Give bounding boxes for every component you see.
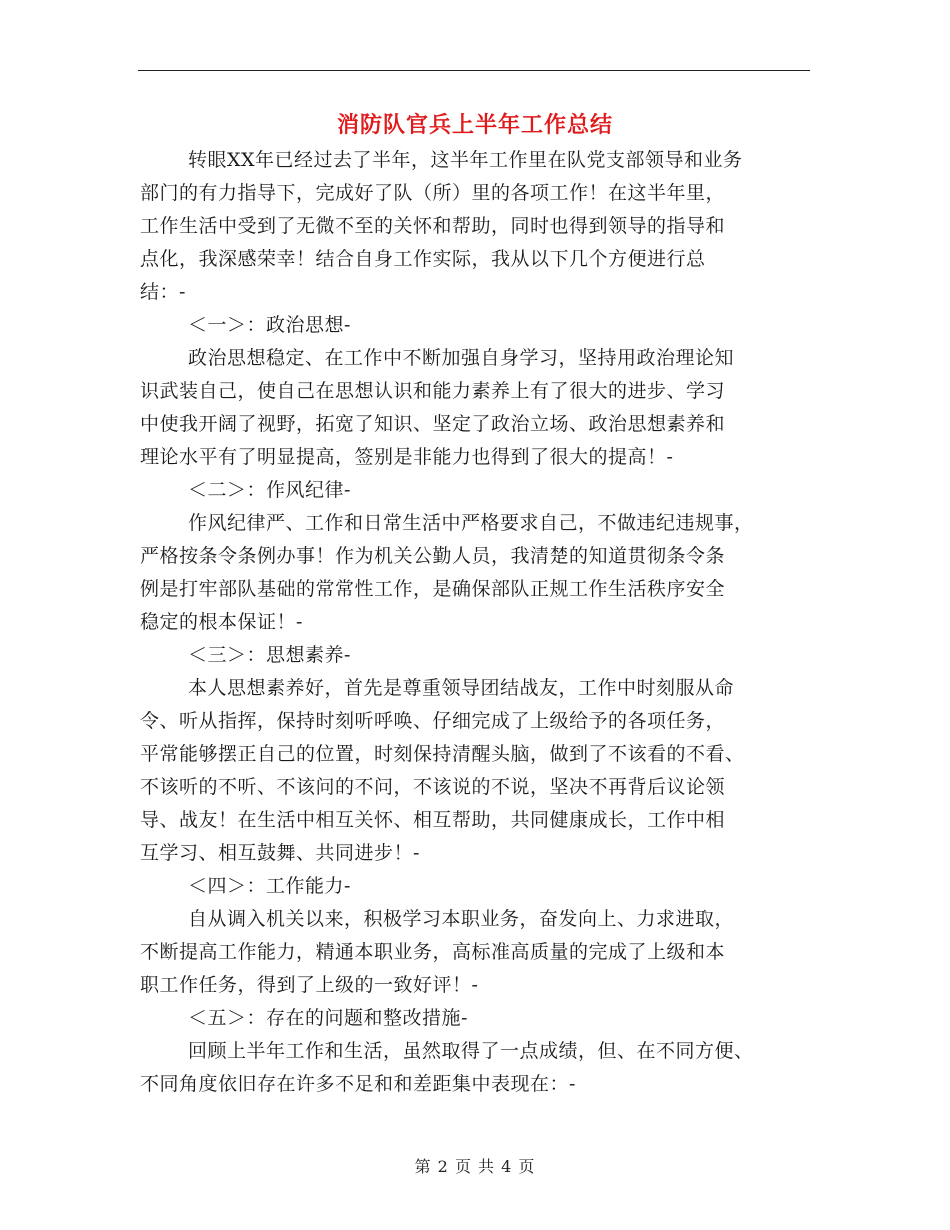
paragraph-line: 回顾上半年工作和生活，虽然取得了一点成绩，但、在不同方便、 <box>188 1040 754 1062</box>
section-heading: ＜四＞：工作能力- <box>188 875 351 897</box>
paragraph-line: 识武装自己，使自己在思想认识和能力素养上有了很大的进步、学习 <box>140 380 726 402</box>
paragraph-line: 政治思想稳定、在工作中不断加强自身学习，坚持用政治理论知 <box>188 347 735 369</box>
paragraph-line: 理论水平有了明显提高，签别是非能力也得到了很大的提高！- <box>140 446 674 468</box>
paragraph-line: 自从调入机关以来，积极学习本职业务，奋发向上、力求进取， <box>188 908 735 930</box>
section-heading: ＜一＞：政治思想- <box>188 314 351 336</box>
paragraph-line: 点化，我深感荣幸！结合自身工作实际，我从以下几个方便进行总 <box>140 248 706 270</box>
paragraph-line: 导、战友！在生活中相互关怀、相互帮助，共同健康成长，工作中相 <box>140 809 726 831</box>
paragraph-line: 稳定的根本保证！- <box>140 611 303 633</box>
paragraph-line: 部门的有力指导下，完成好了队（所）里的各项工作！在这半年里， <box>140 182 726 204</box>
document-body <box>140 144 800 1101</box>
paragraph-line: 职工作任务，得到了上级的一致好评！- <box>140 974 479 996</box>
section-heading: ＜二＞：作风纪律- <box>188 479 351 501</box>
paragraph-line: 例是打牢部队基础的常常性工作，是确保部队正规工作生活秩序安全 <box>140 578 726 600</box>
page-footer: 第 2 页 共 4 页 <box>414 1157 536 1176</box>
paragraph-line: 工作生活中受到了无微不至的关怀和帮助，同时也得到领导的指导和 <box>140 215 726 237</box>
paragraph-line: 结：- <box>140 281 186 303</box>
paragraph-line: 不断提高工作能力，精通本职业务，高标准高质量的完成了上级和本 <box>140 941 726 963</box>
paragraph-line: 作风纪律严、工作和日常生活中严格要求自己，不做违纪违规事， <box>188 512 754 534</box>
section-heading: ＜三＞：思想素养- <box>188 644 351 666</box>
section-heading: ＜五＞：存在的问题和整改措施- <box>188 1007 468 1029</box>
header-rule <box>138 70 810 71</box>
document-title: 消防队官兵上半年工作总结 <box>336 113 613 138</box>
paragraph-line: 互学习、相互鼓舞、共同进步！- <box>140 842 420 864</box>
paragraph-line: 转眼XX年已经过去了半年，这半年工作里在队党支部领导和业务 <box>188 149 743 171</box>
paragraph-line: 不该听的不听、不该问的不问，不该说的不说，坚决不再背后议论领 <box>140 776 726 798</box>
paragraph-line: 严格按条令条例办事！作为机关公勤人员，我清楚的知道贯彻条令条 <box>140 545 726 567</box>
paragraph-line: 中使我开阔了视野，拓宽了知识、坚定了政治立场、政治思想素养和 <box>140 413 726 435</box>
paragraph-line: 令、听从指挥，保持时刻听呼唤、仔细完成了上级给予的各项任务， <box>140 710 726 732</box>
paragraph-line: 平常能够摆正自己的位置，时刻保持清醒头脑，做到了不该看的不看、 <box>140 743 745 765</box>
paragraph-line: 不同角度依旧存在许多不足和和差距集中表现在：- <box>140 1073 576 1095</box>
paragraph-line: 本人思想素养好，首先是尊重领导团结战友，工作中时刻服从命 <box>188 677 735 699</box>
